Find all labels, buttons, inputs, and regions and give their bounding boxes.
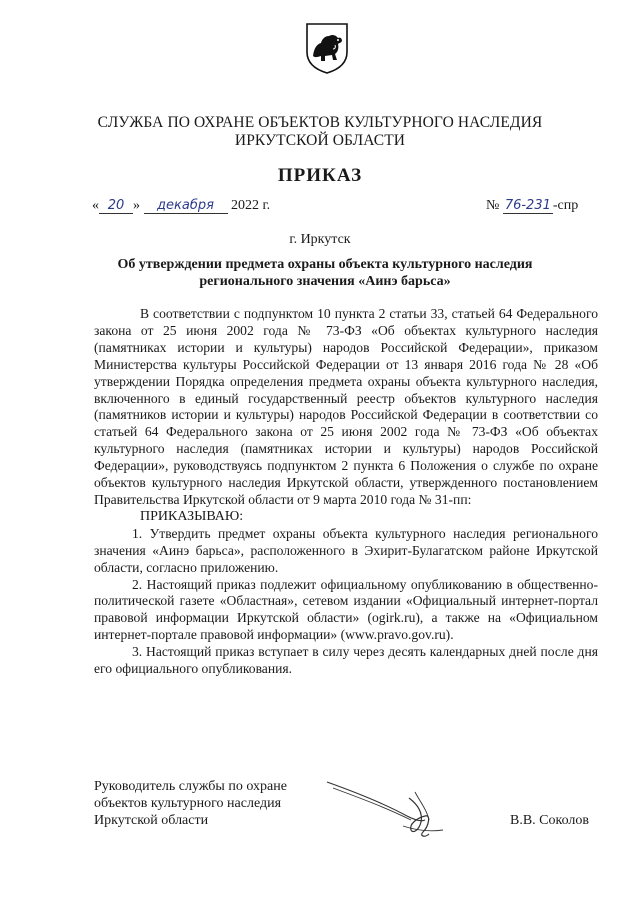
date-day: 20 (99, 198, 133, 214)
agency-name-line1: СЛУЖБА ПО ОХРАНЕ ОБЪЕКТОВ КУЛЬТУРНОГО НАСЛЕДИЯ (97, 114, 543, 131)
document-body (94, 306, 598, 678)
subject-line1: Об утверждении предмета охраны объекта культурного наследия (117, 257, 533, 272)
document-city: г. Иркутск (289, 232, 351, 247)
date-quote-close: » (133, 198, 140, 213)
preamble-paragraph: В соответствии с подпунктом 10 пункта 2 статьи 33, статьей 64 Федерального закона от 25 июня 2002 года № 73-ФЗ «Об объектах культурного наследия (памятниках истории и культуры) народов Российской Федерации», приказом Министерства культуры Российской Федерации от 13 января 2016 года № 28 «Об утверждении Порядка определения предмета охраны объекта культурного наследия, включенного в единый государственный реестр объектов культурного наследия (памятников истории и культуры) народов Российской Федерации в соответствии со статьей 64 Федерального закона от 25 июня 2002 года № 73-ФЗ «Об объектах культурного наследия (памятниках истории и культуры) народов Российской Федерации», руководствуясь подпунктом 2 пункта 6 Положения о службе по охране объектов культурного наследия Иркутской области, утвержденного постановлением Правительства Иркутской области от 9 марта 2010 года № 31-пп: (94, 306, 598, 507)
document-number (486, 198, 578, 214)
order-item-3: 3. Настоящий приказ вступает в силу через десять календарных дней после дня его официального опубликования. (94, 644, 598, 677)
document-date (92, 198, 270, 214)
number-prefix: № (486, 198, 500, 213)
signatory-name: В.В. Соколов (510, 813, 590, 828)
date-year: 2022 г. (231, 198, 271, 213)
number-suffix: -спр (552, 198, 579, 213)
order-item-2: 2. Настоящий приказ подлежит официальному опубликованию в общественно-политической газете «Областная», сетевом издании «Официальный интернет-портал правовой информации Иркутской области» (ogirk.ru), а также на «Официальном интернет-портале правовой информации» (www.pravo.gov.ru). (94, 576, 598, 643)
document-type-title: ПРИКАЗ (277, 165, 363, 186)
coat-of-arms-babr-icon (305, 22, 349, 74)
signatory-position-line1: Руководитель службы по охране (94, 779, 287, 794)
number-value: 76-231 (504, 198, 551, 213)
date-quote-open: « (92, 198, 99, 213)
date-month: декабря (144, 198, 228, 214)
document-subject (110, 256, 540, 290)
agency-name-line2: ИРКУТСКОЙ ОБЛАСТИ (234, 132, 406, 149)
subject-line2: регионального значения «Аинэ барьса» (199, 274, 451, 289)
signatory-position-line3: Иркутской области (94, 813, 209, 828)
handwritten-signature-icon (325, 770, 475, 845)
decree-word: ПРИКАЗЫВАЮ: (140, 508, 244, 524)
signatory-position-line2: объектов культурного наследия (94, 796, 282, 811)
order-item-1: 1. Утвердить предмет охраны объекта культурного наследия регионального значения «Аинэ барьса», расположенного в Эхирит-Булагатском районе Иркутской области, согласно приложению. (94, 525, 598, 575)
agency-name (0, 114, 640, 150)
signatory-position (94, 778, 287, 829)
